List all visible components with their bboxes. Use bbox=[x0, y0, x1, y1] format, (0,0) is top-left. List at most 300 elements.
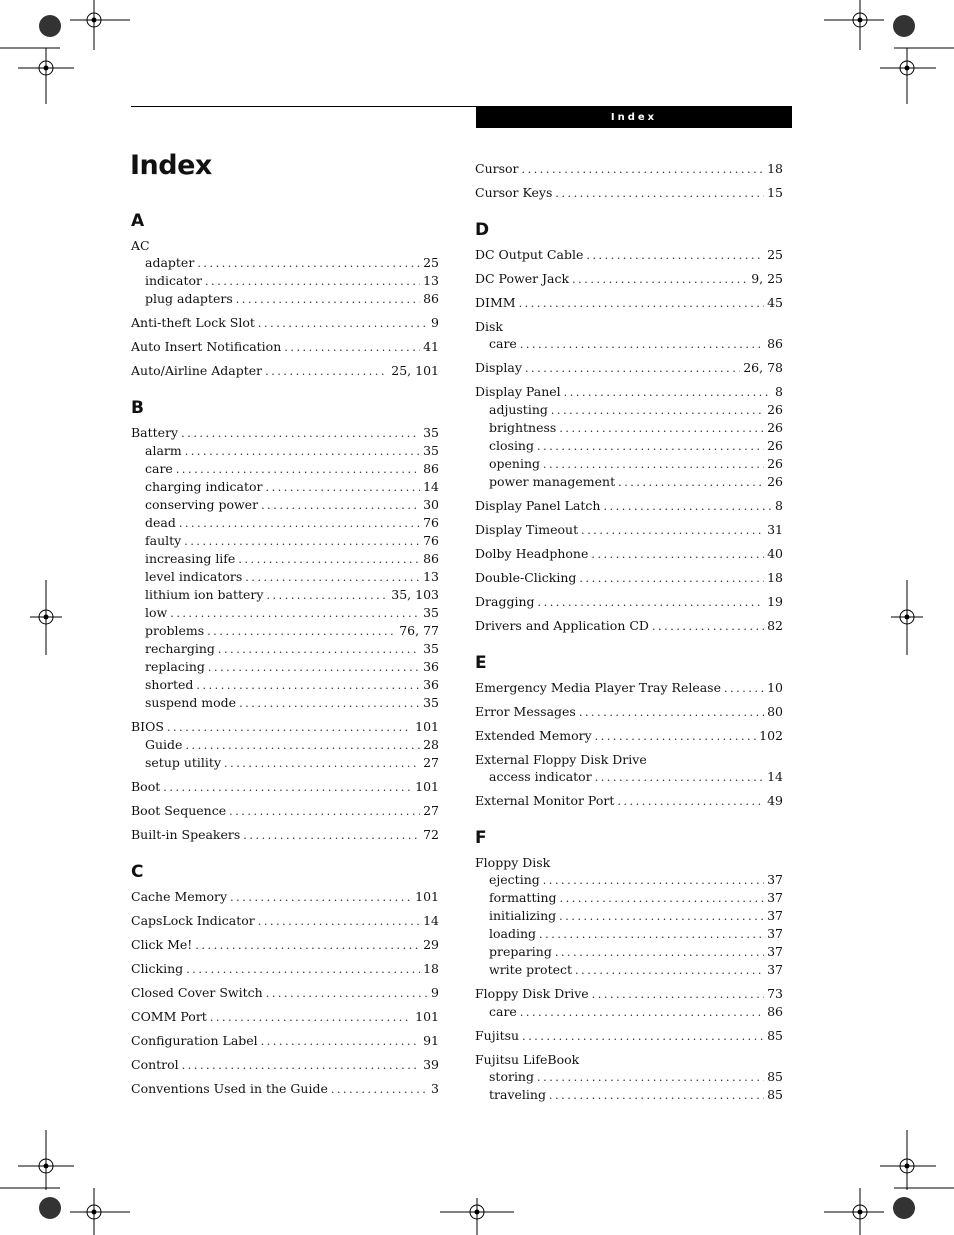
index-term: Display bbox=[475, 360, 522, 375]
page-reference: 76, 77 bbox=[399, 623, 439, 638]
page-reference: 25, 101 bbox=[391, 363, 439, 378]
dot-leader bbox=[182, 1057, 420, 1074]
dot-leader bbox=[543, 872, 764, 889]
dot-leader bbox=[195, 937, 420, 954]
page-reference: 35 bbox=[423, 641, 439, 656]
index-term: Display Timeout bbox=[475, 522, 579, 537]
index-term: plug adapters bbox=[145, 291, 233, 306]
index-term-row bbox=[475, 792, 783, 810]
page-reference: 3 bbox=[431, 1081, 439, 1096]
index-term: suspend mode bbox=[145, 695, 237, 710]
section-letter: E bbox=[475, 653, 487, 673]
index-term: care bbox=[145, 461, 173, 476]
index-term: Extended Memory bbox=[475, 728, 592, 743]
dot-leader bbox=[579, 570, 764, 587]
dot-leader bbox=[208, 659, 420, 676]
index-term: initializing bbox=[489, 908, 557, 923]
index-subentry bbox=[475, 925, 783, 943]
dot-leader bbox=[586, 247, 764, 264]
index-term: Battery bbox=[131, 425, 179, 440]
index-term: alarm bbox=[145, 443, 182, 458]
index-term-row bbox=[475, 270, 783, 288]
page-reference: 9, 25 bbox=[751, 271, 783, 286]
index-subentry bbox=[475, 889, 783, 907]
dot-leader bbox=[218, 641, 420, 658]
dot-leader bbox=[170, 605, 420, 622]
index-subentry bbox=[475, 1068, 783, 1086]
page-reference: 26 bbox=[767, 420, 783, 435]
index-term: Floppy Disk Drive bbox=[475, 986, 589, 1001]
page-reference: 80 bbox=[767, 704, 783, 719]
index-entry bbox=[131, 1080, 439, 1098]
page-reference: 27 bbox=[423, 755, 439, 770]
page-reference: 35 bbox=[423, 695, 439, 710]
page-reference: 86 bbox=[767, 336, 783, 351]
page-reference: 35 bbox=[423, 605, 439, 620]
index-subentry bbox=[131, 514, 439, 532]
page-reference: 101 bbox=[415, 719, 439, 734]
dot-leader bbox=[261, 497, 420, 514]
index-entry bbox=[475, 703, 783, 721]
index-term: write protect bbox=[489, 962, 573, 977]
index-term: recharging bbox=[145, 641, 215, 656]
index-subentry bbox=[131, 754, 439, 772]
index-entry bbox=[475, 184, 783, 202]
dot-leader bbox=[551, 402, 764, 419]
index-term: Clicking bbox=[131, 961, 184, 976]
dot-leader bbox=[538, 594, 765, 611]
page-reference: 37 bbox=[767, 872, 783, 887]
page-reference: 31 bbox=[767, 522, 783, 537]
index-term-row bbox=[131, 888, 439, 906]
index-term-row bbox=[475, 1051, 783, 1068]
section-letter: F bbox=[475, 828, 487, 848]
index-column-right bbox=[475, 157, 783, 1104]
index-entry bbox=[475, 318, 783, 353]
index-term-row bbox=[475, 545, 783, 563]
page-reference: 41 bbox=[423, 339, 439, 354]
index-entry bbox=[475, 985, 783, 1021]
dot-leader bbox=[181, 425, 420, 442]
index-entry bbox=[475, 246, 783, 264]
dot-leader bbox=[549, 1087, 764, 1104]
page-reference: 72 bbox=[423, 827, 439, 842]
index-term: conserving power bbox=[145, 497, 259, 512]
dot-leader bbox=[163, 779, 412, 796]
page-reference: 102 bbox=[759, 728, 783, 743]
index-term-row bbox=[131, 338, 439, 356]
index-term: Cursor bbox=[475, 161, 519, 176]
dot-leader bbox=[284, 339, 420, 356]
index-subentry bbox=[131, 586, 439, 604]
index-term-row bbox=[475, 569, 783, 587]
index-term: setup utility bbox=[145, 755, 222, 770]
index-subentry bbox=[475, 961, 783, 979]
index-section bbox=[475, 828, 783, 1104]
index-subentry bbox=[131, 442, 439, 460]
index-subentry bbox=[475, 871, 783, 889]
dot-leader bbox=[575, 962, 764, 979]
index-entry bbox=[131, 338, 439, 356]
dot-leader bbox=[266, 985, 428, 1002]
index-subentry bbox=[131, 622, 439, 640]
page-reference: 36 bbox=[423, 659, 439, 674]
page-reference: 37 bbox=[767, 944, 783, 959]
dot-leader bbox=[224, 755, 420, 772]
page-reference: 37 bbox=[767, 962, 783, 977]
index-entry bbox=[475, 1027, 783, 1045]
index-term-row bbox=[475, 359, 783, 377]
page-reference: 26 bbox=[767, 402, 783, 417]
page-reference: 35 bbox=[423, 443, 439, 458]
page-reference: 29 bbox=[423, 937, 439, 952]
dot-leader bbox=[539, 926, 764, 943]
page-reference: 15 bbox=[767, 185, 783, 200]
index-term: low bbox=[145, 605, 168, 620]
index-subentry bbox=[131, 676, 439, 694]
index-term: AC bbox=[131, 238, 150, 253]
page-reference: 30 bbox=[423, 497, 439, 512]
dot-leader bbox=[196, 677, 420, 694]
index-term-row bbox=[131, 718, 439, 736]
index-term: formatting bbox=[489, 890, 557, 905]
page-reference: 35 bbox=[423, 425, 439, 440]
index-term: External Monitor Port bbox=[475, 793, 615, 808]
index-term-row bbox=[131, 1032, 439, 1050]
dot-leader bbox=[564, 384, 772, 401]
index-term-row bbox=[131, 1008, 439, 1026]
index-term: increasing life bbox=[145, 551, 236, 566]
page-reference: 91 bbox=[423, 1033, 439, 1048]
index-subentry bbox=[475, 768, 783, 786]
dot-leader bbox=[520, 336, 764, 353]
index-section bbox=[131, 862, 439, 1098]
index-term-row bbox=[475, 617, 783, 635]
index-term: preparing bbox=[489, 944, 552, 959]
index-term-row bbox=[131, 936, 439, 954]
index-term-row bbox=[475, 727, 783, 745]
index-entry bbox=[131, 826, 439, 844]
index-term-row bbox=[475, 383, 783, 401]
page-reference: 28 bbox=[423, 737, 439, 752]
index-term-row bbox=[131, 1056, 439, 1074]
dot-leader bbox=[652, 618, 764, 635]
dot-leader bbox=[591, 546, 764, 563]
index-term: Guide bbox=[145, 737, 183, 752]
index-subentry bbox=[475, 437, 783, 455]
index-term: power management bbox=[489, 474, 616, 489]
dot-leader bbox=[525, 360, 740, 377]
index-term: shorted bbox=[145, 677, 194, 692]
dot-leader bbox=[186, 961, 420, 978]
index-term-row bbox=[131, 960, 439, 978]
dot-leader bbox=[229, 803, 420, 820]
page-reference: 45 bbox=[767, 295, 783, 310]
index-entry bbox=[131, 960, 439, 978]
index-section bbox=[131, 211, 439, 380]
index-term-row bbox=[475, 1027, 783, 1045]
page-reference: 76 bbox=[423, 515, 439, 530]
index-term: Boot bbox=[131, 779, 161, 794]
index-term: Click Me! bbox=[131, 937, 193, 952]
index-section bbox=[131, 398, 439, 844]
index-entry bbox=[131, 1056, 439, 1074]
index-subentry bbox=[131, 532, 439, 550]
index-term: COMM Port bbox=[131, 1009, 207, 1024]
dot-leader bbox=[559, 908, 764, 925]
dot-leader bbox=[331, 1081, 428, 1098]
running-header-label: Index bbox=[610, 111, 658, 123]
page-reference: 85 bbox=[767, 1069, 783, 1084]
index-subentry bbox=[475, 401, 783, 419]
index-entry bbox=[131, 718, 439, 772]
index-term: loading bbox=[489, 926, 537, 941]
index-term: CapsLock Indicator bbox=[131, 913, 255, 928]
dot-leader bbox=[245, 569, 420, 586]
index-term: Drivers and Application CD bbox=[475, 618, 649, 633]
dot-leader bbox=[261, 1033, 420, 1050]
index-term: access indicator bbox=[489, 769, 592, 784]
index-subentry bbox=[131, 272, 439, 290]
index-term: Auto/Airline Adapter bbox=[131, 363, 263, 378]
index-subentry bbox=[475, 1003, 783, 1021]
index-term-row bbox=[475, 246, 783, 264]
index-entry bbox=[475, 160, 783, 178]
page-reference: 37 bbox=[767, 926, 783, 941]
page-reference: 26, 78 bbox=[743, 360, 783, 375]
index-entry bbox=[131, 888, 439, 906]
dot-leader bbox=[167, 719, 412, 736]
dot-leader bbox=[207, 623, 396, 640]
index-column-left bbox=[131, 211, 439, 1098]
index-subentry bbox=[131, 254, 439, 272]
index-term: indicator bbox=[145, 273, 203, 288]
index-term-row bbox=[131, 984, 439, 1002]
page-reference: 36 bbox=[423, 677, 439, 692]
page-reference: 14 bbox=[767, 769, 783, 784]
page-reference: 101 bbox=[415, 779, 439, 794]
index-entry bbox=[131, 237, 439, 308]
index-entry bbox=[475, 497, 783, 515]
index-entry bbox=[131, 314, 439, 332]
page-reference: 86 bbox=[767, 1004, 783, 1019]
page-reference: 9 bbox=[431, 985, 439, 1000]
index-term-row bbox=[475, 703, 783, 721]
index-term: DIMM bbox=[475, 295, 516, 310]
index-subentry bbox=[475, 419, 783, 437]
index-subentry bbox=[131, 694, 439, 712]
index-term: traveling bbox=[489, 1087, 546, 1102]
page-reference: 35, 103 bbox=[391, 587, 439, 602]
index-term-row bbox=[131, 362, 439, 380]
page-reference: 27 bbox=[423, 803, 439, 818]
page-reference: 26 bbox=[767, 438, 783, 453]
index-section bbox=[475, 653, 783, 810]
dot-leader bbox=[519, 295, 765, 312]
index-entry bbox=[475, 294, 783, 312]
index-term: lithium ion battery bbox=[145, 587, 264, 602]
index-term: Boot Sequence bbox=[131, 803, 227, 818]
dot-leader bbox=[555, 185, 764, 202]
section-letter: C bbox=[131, 862, 144, 882]
page-reference: 14 bbox=[423, 479, 439, 494]
dot-leader bbox=[179, 515, 420, 532]
dot-leader bbox=[176, 461, 420, 478]
dot-leader bbox=[581, 522, 764, 539]
page-reference: 25 bbox=[423, 255, 439, 270]
index-entry bbox=[475, 679, 783, 697]
dot-leader bbox=[236, 291, 420, 308]
section-letter: D bbox=[475, 220, 490, 240]
index-term: problems bbox=[145, 623, 205, 638]
index-term: charging indicator bbox=[145, 479, 263, 494]
index-term-row bbox=[475, 593, 783, 611]
page-reference: 76 bbox=[423, 533, 439, 548]
index-term: brightness bbox=[489, 420, 557, 435]
index-subentry bbox=[475, 943, 783, 961]
page-reference: 25 bbox=[767, 247, 783, 262]
page-reference: 86 bbox=[423, 551, 439, 566]
page-reference: 37 bbox=[767, 890, 783, 905]
page-reference: 18 bbox=[767, 161, 783, 176]
index-term: Display Panel bbox=[475, 384, 561, 399]
dot-leader bbox=[522, 161, 765, 178]
page-reference: 101 bbox=[415, 1009, 439, 1024]
index-entry bbox=[475, 569, 783, 587]
index-subentry bbox=[131, 290, 439, 308]
page-reference: 26 bbox=[767, 474, 783, 489]
dot-leader bbox=[205, 273, 420, 290]
index-entry bbox=[475, 751, 783, 786]
page-reference: 18 bbox=[423, 961, 439, 976]
index-term-row bbox=[475, 160, 783, 178]
section-letter: B bbox=[131, 398, 144, 418]
page-reference: 26 bbox=[767, 456, 783, 471]
page-reference: 37 bbox=[767, 908, 783, 923]
index-term-row bbox=[475, 521, 783, 539]
index-subentry bbox=[131, 478, 439, 496]
page-reference: 9 bbox=[431, 315, 439, 330]
index-subentry bbox=[131, 736, 439, 754]
dot-leader bbox=[230, 889, 412, 906]
index-subentry bbox=[475, 907, 783, 925]
index-term: Built-in Speakers bbox=[131, 827, 241, 842]
page-reference: 86 bbox=[423, 291, 439, 306]
index-term: Auto Insert Notification bbox=[131, 339, 282, 354]
index-entry bbox=[131, 1008, 439, 1026]
dot-leader bbox=[266, 587, 388, 604]
index-term: Error Messages bbox=[475, 704, 576, 719]
index-term: opening bbox=[489, 456, 541, 471]
index-term: level indicators bbox=[145, 569, 243, 584]
dot-leader bbox=[617, 793, 764, 810]
index-term: replacing bbox=[145, 659, 205, 674]
index-term: Configuration Label bbox=[131, 1033, 258, 1048]
dot-leader bbox=[238, 551, 420, 568]
dot-leader bbox=[537, 1069, 764, 1086]
index-entry bbox=[131, 984, 439, 1002]
index-term-row bbox=[131, 424, 439, 442]
index-term: adapter bbox=[145, 255, 195, 270]
dot-leader bbox=[197, 255, 420, 272]
index-entry bbox=[475, 359, 783, 377]
dot-leader bbox=[560, 890, 765, 907]
index-term: Emergency Media Player Tray Release bbox=[475, 680, 721, 695]
index-term: dead bbox=[145, 515, 176, 530]
dot-leader bbox=[522, 1028, 764, 1045]
page-reference: 19 bbox=[767, 594, 783, 609]
index-subentry bbox=[475, 1086, 783, 1104]
page-reference: 82 bbox=[767, 618, 783, 633]
index-term: Double-Clicking bbox=[475, 570, 577, 585]
index-entry bbox=[131, 1032, 439, 1050]
dot-leader bbox=[592, 986, 764, 1003]
index-entry bbox=[131, 802, 439, 820]
index-term-row bbox=[131, 314, 439, 332]
index-term: faulty bbox=[145, 533, 182, 548]
index-subentry bbox=[131, 568, 439, 586]
header-rule bbox=[131, 106, 476, 107]
index-entry bbox=[475, 727, 783, 745]
index-term: care bbox=[489, 336, 517, 351]
index-term-row bbox=[131, 802, 439, 820]
page-reference: 40 bbox=[767, 546, 783, 561]
index-entry bbox=[131, 362, 439, 380]
index-section bbox=[475, 220, 783, 635]
page-reference: 86 bbox=[423, 461, 439, 476]
page-reference: 8 bbox=[775, 384, 783, 399]
index-term-row bbox=[475, 751, 783, 768]
index-term: Dragging bbox=[475, 594, 535, 609]
index-subentry bbox=[131, 550, 439, 568]
index-term: Conventions Used in the Guide bbox=[131, 1081, 328, 1096]
page-reference: 85 bbox=[767, 1087, 783, 1102]
dot-leader bbox=[559, 420, 764, 437]
dot-leader bbox=[520, 1004, 764, 1021]
page-reference: 73 bbox=[767, 986, 783, 1001]
index-entry bbox=[475, 792, 783, 810]
index-term-row bbox=[475, 679, 783, 697]
index-term: storing bbox=[489, 1069, 534, 1084]
index-term-row bbox=[475, 184, 783, 202]
index-term: Cache Memory bbox=[131, 889, 228, 904]
index-term: External Floppy Disk Drive bbox=[475, 752, 647, 767]
dot-leader bbox=[239, 695, 420, 712]
dot-leader bbox=[184, 533, 420, 550]
index-term-row bbox=[131, 778, 439, 796]
index-term: Closed Cover Switch bbox=[131, 985, 263, 1000]
index-entry bbox=[475, 545, 783, 563]
dot-leader bbox=[543, 456, 764, 473]
index-entry bbox=[131, 936, 439, 954]
index-term: adjusting bbox=[489, 402, 548, 417]
dot-leader bbox=[210, 1009, 412, 1026]
index-term: Fujitsu LifeBook bbox=[475, 1052, 580, 1067]
dot-leader bbox=[572, 271, 748, 288]
dot-leader bbox=[579, 704, 764, 721]
page-reference: 49 bbox=[767, 793, 783, 808]
page-reference: 14 bbox=[423, 913, 439, 928]
index-term-row bbox=[131, 826, 439, 844]
page-reference: 101 bbox=[415, 889, 439, 904]
index-term-row bbox=[475, 497, 783, 515]
dot-leader bbox=[618, 474, 764, 491]
index-term: DC Output Cable bbox=[475, 247, 584, 262]
page-reference: 18 bbox=[767, 570, 783, 585]
index-subentry bbox=[475, 455, 783, 473]
dot-leader bbox=[603, 498, 772, 515]
index-term: BIOS bbox=[131, 719, 164, 734]
